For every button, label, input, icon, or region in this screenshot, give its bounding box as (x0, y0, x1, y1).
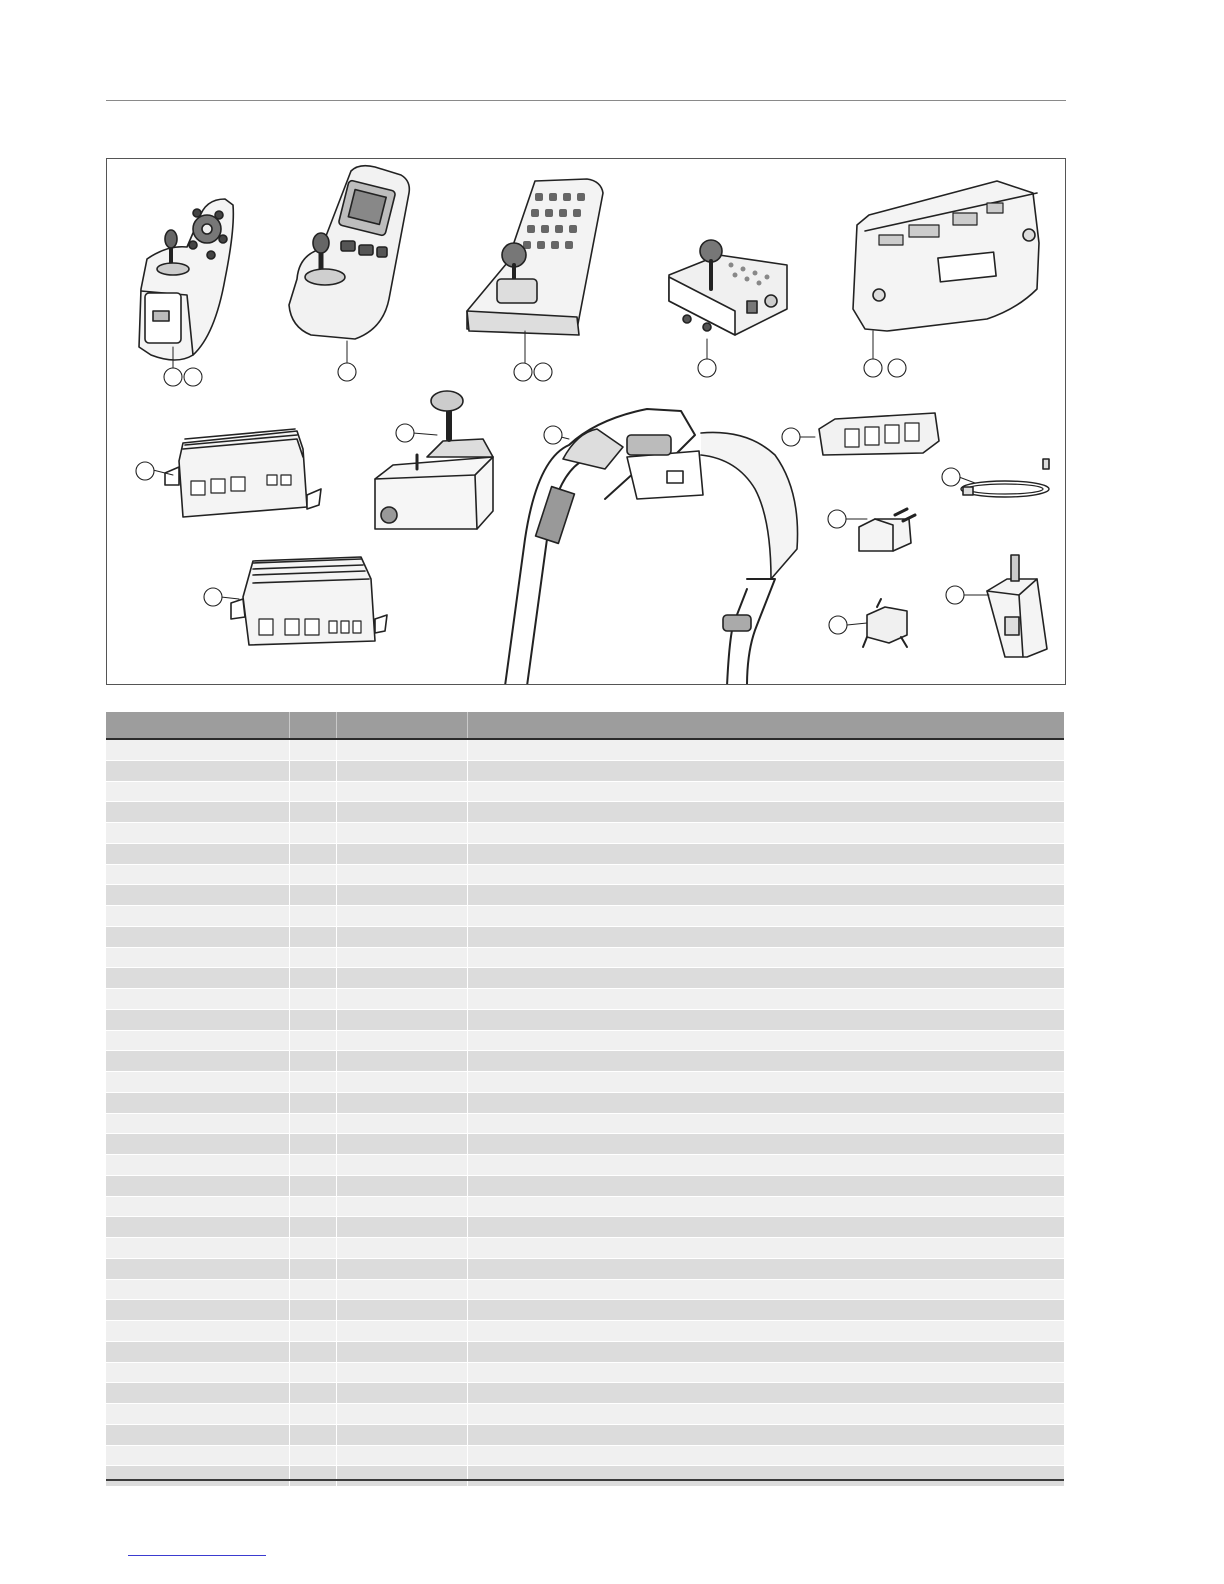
parts-table (106, 712, 1064, 1487)
table-row (106, 1425, 1064, 1446)
table-body (106, 740, 1064, 1487)
table-cell (106, 1404, 290, 1424)
table-cell (290, 844, 337, 864)
table-row (106, 1259, 1064, 1280)
table-cell (337, 1446, 468, 1466)
table-cell (106, 1363, 290, 1383)
table-cell (106, 740, 290, 760)
table-cell (337, 1093, 468, 1113)
table-cell (106, 1114, 290, 1134)
table-row (106, 1051, 1064, 1072)
table-cell (106, 1342, 290, 1362)
table-cell (290, 740, 337, 760)
table-cell (290, 1425, 337, 1445)
joystick-remote-compact (139, 199, 233, 360)
table-cell (290, 1134, 337, 1154)
table-row (106, 1446, 1064, 1467)
table-cell (290, 1383, 337, 1403)
table-cell (468, 1425, 1064, 1445)
table-cell (337, 1342, 468, 1362)
table-row (106, 1363, 1064, 1384)
table-cell (468, 1010, 1064, 1030)
table-row (106, 1114, 1064, 1135)
table-cell (290, 885, 337, 905)
table-cell (337, 844, 468, 864)
table-row (106, 761, 1064, 782)
table-cell (337, 968, 468, 988)
table-row (106, 1072, 1064, 1093)
table-cell (337, 1466, 468, 1486)
table-cell (290, 1217, 337, 1237)
table-cell (290, 1404, 337, 1424)
table-cell (290, 1259, 337, 1279)
table-cell (290, 1280, 337, 1300)
table-cell (468, 948, 1064, 968)
table-row (106, 1176, 1064, 1197)
table-cell (290, 1072, 337, 1092)
table-cell (468, 1155, 1064, 1175)
keypad-joystick-module (467, 179, 603, 335)
table-cell (106, 1383, 290, 1403)
table-cell (337, 1404, 468, 1424)
table-row (106, 1217, 1064, 1238)
table-row (106, 823, 1064, 844)
table-cell (468, 1280, 1064, 1300)
table-cell (106, 802, 290, 822)
table-cell (106, 1300, 290, 1320)
table-row (106, 1238, 1064, 1259)
table-cell (290, 823, 337, 843)
table-row (106, 1300, 1064, 1321)
table-cell (290, 1155, 337, 1175)
attendant-joystick-box (375, 391, 493, 529)
table-cell (337, 1363, 468, 1383)
table-cell (337, 1238, 468, 1258)
table-cell (106, 1466, 290, 1486)
table-cell (290, 1093, 337, 1113)
header-col-2 (290, 712, 337, 738)
callout-group-hand-control-pendant (946, 586, 989, 604)
table-cell (468, 968, 1064, 988)
table-cell (468, 1446, 1064, 1466)
table-cell (468, 1197, 1064, 1217)
callout-group-attendant-push-handle (544, 426, 569, 444)
table-cell (290, 1238, 337, 1258)
table-cell (337, 1217, 468, 1237)
table-cell (290, 802, 337, 822)
table-cell (468, 906, 1064, 926)
actuator-module-small (165, 429, 321, 517)
table-row (106, 1031, 1064, 1052)
callout-group-switch-block (782, 428, 815, 446)
table-cell (468, 1093, 1064, 1113)
table-cell (468, 761, 1064, 781)
table-row (106, 1010, 1064, 1031)
table-row (106, 1321, 1064, 1342)
table-cell (468, 927, 1064, 947)
table-cell (106, 989, 290, 1009)
table-cell (290, 1342, 337, 1362)
table-cell (106, 1051, 290, 1071)
table-cell (468, 1031, 1064, 1051)
table-row (106, 927, 1064, 948)
relay-component (859, 509, 915, 551)
table-cell (106, 1280, 290, 1300)
table-cell (106, 927, 290, 947)
table-cell (106, 761, 290, 781)
table-cell (106, 1072, 290, 1092)
table-cell (337, 865, 468, 885)
table-cell (468, 782, 1064, 802)
table-cell (337, 885, 468, 905)
table-header (106, 712, 1064, 740)
table-cell (106, 823, 290, 843)
table-cell (290, 948, 337, 968)
table-cell (337, 1176, 468, 1196)
table-cell (290, 782, 337, 802)
callout-group-attendant-joystick-box (396, 424, 437, 442)
table-cell (106, 1217, 290, 1237)
table-cell (337, 1197, 468, 1217)
table-cell (337, 1010, 468, 1030)
table-cell (468, 823, 1064, 843)
table-cell (468, 865, 1064, 885)
table-row (106, 1280, 1064, 1301)
table-cell (337, 802, 468, 822)
table-cell (468, 1134, 1064, 1154)
table-cell (290, 1466, 337, 1486)
table-cell (337, 823, 468, 843)
table-cell (290, 1300, 337, 1320)
table-row (106, 740, 1064, 761)
table-cell (337, 1114, 468, 1134)
hand-control-pendant (987, 555, 1047, 657)
table-row (106, 782, 1064, 803)
compact-joystick-module (669, 240, 787, 335)
table-cell (468, 1072, 1064, 1092)
table-cell (468, 1217, 1064, 1237)
table-cell (468, 802, 1064, 822)
table-row (106, 1342, 1064, 1363)
table-cell (337, 1072, 468, 1092)
table-cell (106, 1031, 290, 1051)
table-row (106, 1134, 1064, 1155)
parts-illustration-svg (107, 159, 1065, 684)
table-cell (106, 782, 290, 802)
table-cell (290, 1363, 337, 1383)
table-cell (290, 1176, 337, 1196)
table-cell (337, 1280, 468, 1300)
table-cell (337, 1031, 468, 1051)
table-row (106, 844, 1064, 865)
table-cell (468, 1176, 1064, 1196)
callout-group-micro-switch (829, 616, 867, 634)
table-cell (468, 1321, 1064, 1341)
table-row (106, 802, 1064, 823)
table-cell (106, 906, 290, 926)
table-row (106, 1093, 1064, 1114)
table-row (106, 948, 1064, 969)
table-cell (468, 1114, 1064, 1134)
table-cell (337, 1425, 468, 1445)
table-cell (290, 1051, 337, 1071)
cable-loom (961, 459, 1049, 497)
top-rule (106, 100, 1066, 101)
table-cell (290, 1031, 337, 1051)
parts-illustration (106, 158, 1066, 685)
table-cell (468, 1259, 1064, 1279)
table-row (106, 906, 1064, 927)
header-col-4 (468, 712, 1064, 738)
table-cell (290, 761, 337, 781)
micro-switch (863, 599, 907, 647)
table-cell (468, 1051, 1064, 1071)
table-cell (468, 740, 1064, 760)
table-cell (337, 1134, 468, 1154)
table-cell (106, 844, 290, 864)
table-cell (337, 989, 468, 1009)
table-cell (290, 865, 337, 885)
joystick-remote-display (289, 166, 409, 339)
footer-link-underline[interactable] (128, 1555, 266, 1556)
table-cell (106, 1321, 290, 1341)
table-row (106, 989, 1064, 1010)
table-cell (337, 1155, 468, 1175)
table-cell (337, 782, 468, 802)
table-cell (106, 885, 290, 905)
table-cell (468, 844, 1064, 864)
table-cell (106, 865, 290, 885)
table-cell (290, 989, 337, 1009)
power-module (853, 181, 1039, 331)
table-cell (468, 1342, 1064, 1362)
table-cell (106, 1238, 290, 1258)
table-cell (468, 1238, 1064, 1258)
table-cell (106, 1259, 290, 1279)
callout-group-joystick-remote-display (338, 341, 356, 381)
table-cell (337, 1300, 468, 1320)
table-cell (337, 1321, 468, 1341)
table-cell (106, 948, 290, 968)
table-cell (337, 906, 468, 926)
table-cell (468, 989, 1064, 1009)
header-col-3 (337, 712, 468, 738)
table-cell (337, 740, 468, 760)
table-cell (290, 906, 337, 926)
table-row (106, 1383, 1064, 1404)
table-cell (337, 927, 468, 947)
callout-group-power-module (864, 331, 906, 377)
table-cell (106, 1197, 290, 1217)
table-cell (468, 1363, 1064, 1383)
table-cell (106, 1446, 290, 1466)
table-cell (106, 1134, 290, 1154)
table-cell (468, 1404, 1064, 1424)
attendant-push-handle (505, 409, 798, 684)
switch-block (819, 413, 939, 455)
table-cell (337, 1383, 468, 1403)
table-cell (337, 1051, 468, 1071)
table-cell (290, 1114, 337, 1134)
table-cell (106, 1155, 290, 1175)
table-row (106, 885, 1064, 906)
table-row (106, 1404, 1064, 1425)
table-cell (337, 761, 468, 781)
table-bottom-rule (106, 1479, 1064, 1481)
table-cell (290, 1321, 337, 1341)
callout-group-cable-loom (942, 468, 975, 486)
table-row (106, 1466, 1064, 1487)
table-cell (337, 1259, 468, 1279)
table-cell (106, 1176, 290, 1196)
table-cell (106, 1425, 290, 1445)
table-cell (290, 1446, 337, 1466)
table-cell (290, 1197, 337, 1217)
table-row (106, 1197, 1064, 1218)
table-cell (106, 1010, 290, 1030)
table-row (106, 968, 1064, 989)
table-row (106, 865, 1064, 886)
table-cell (468, 885, 1064, 905)
table-cell (290, 927, 337, 947)
table-cell (468, 1383, 1064, 1403)
callout-group-keypad-joystick-module (514, 331, 552, 381)
callout-group-compact-joystick-module (698, 339, 716, 377)
table-cell (468, 1466, 1064, 1486)
table-cell (290, 968, 337, 988)
table-cell (337, 948, 468, 968)
table-cell (468, 1300, 1064, 1320)
table-cell (106, 1093, 290, 1113)
table-row (106, 1155, 1064, 1176)
actuator-module-large (231, 557, 387, 645)
header-col-1 (106, 712, 290, 738)
table-cell (290, 1010, 337, 1030)
table-cell (106, 968, 290, 988)
